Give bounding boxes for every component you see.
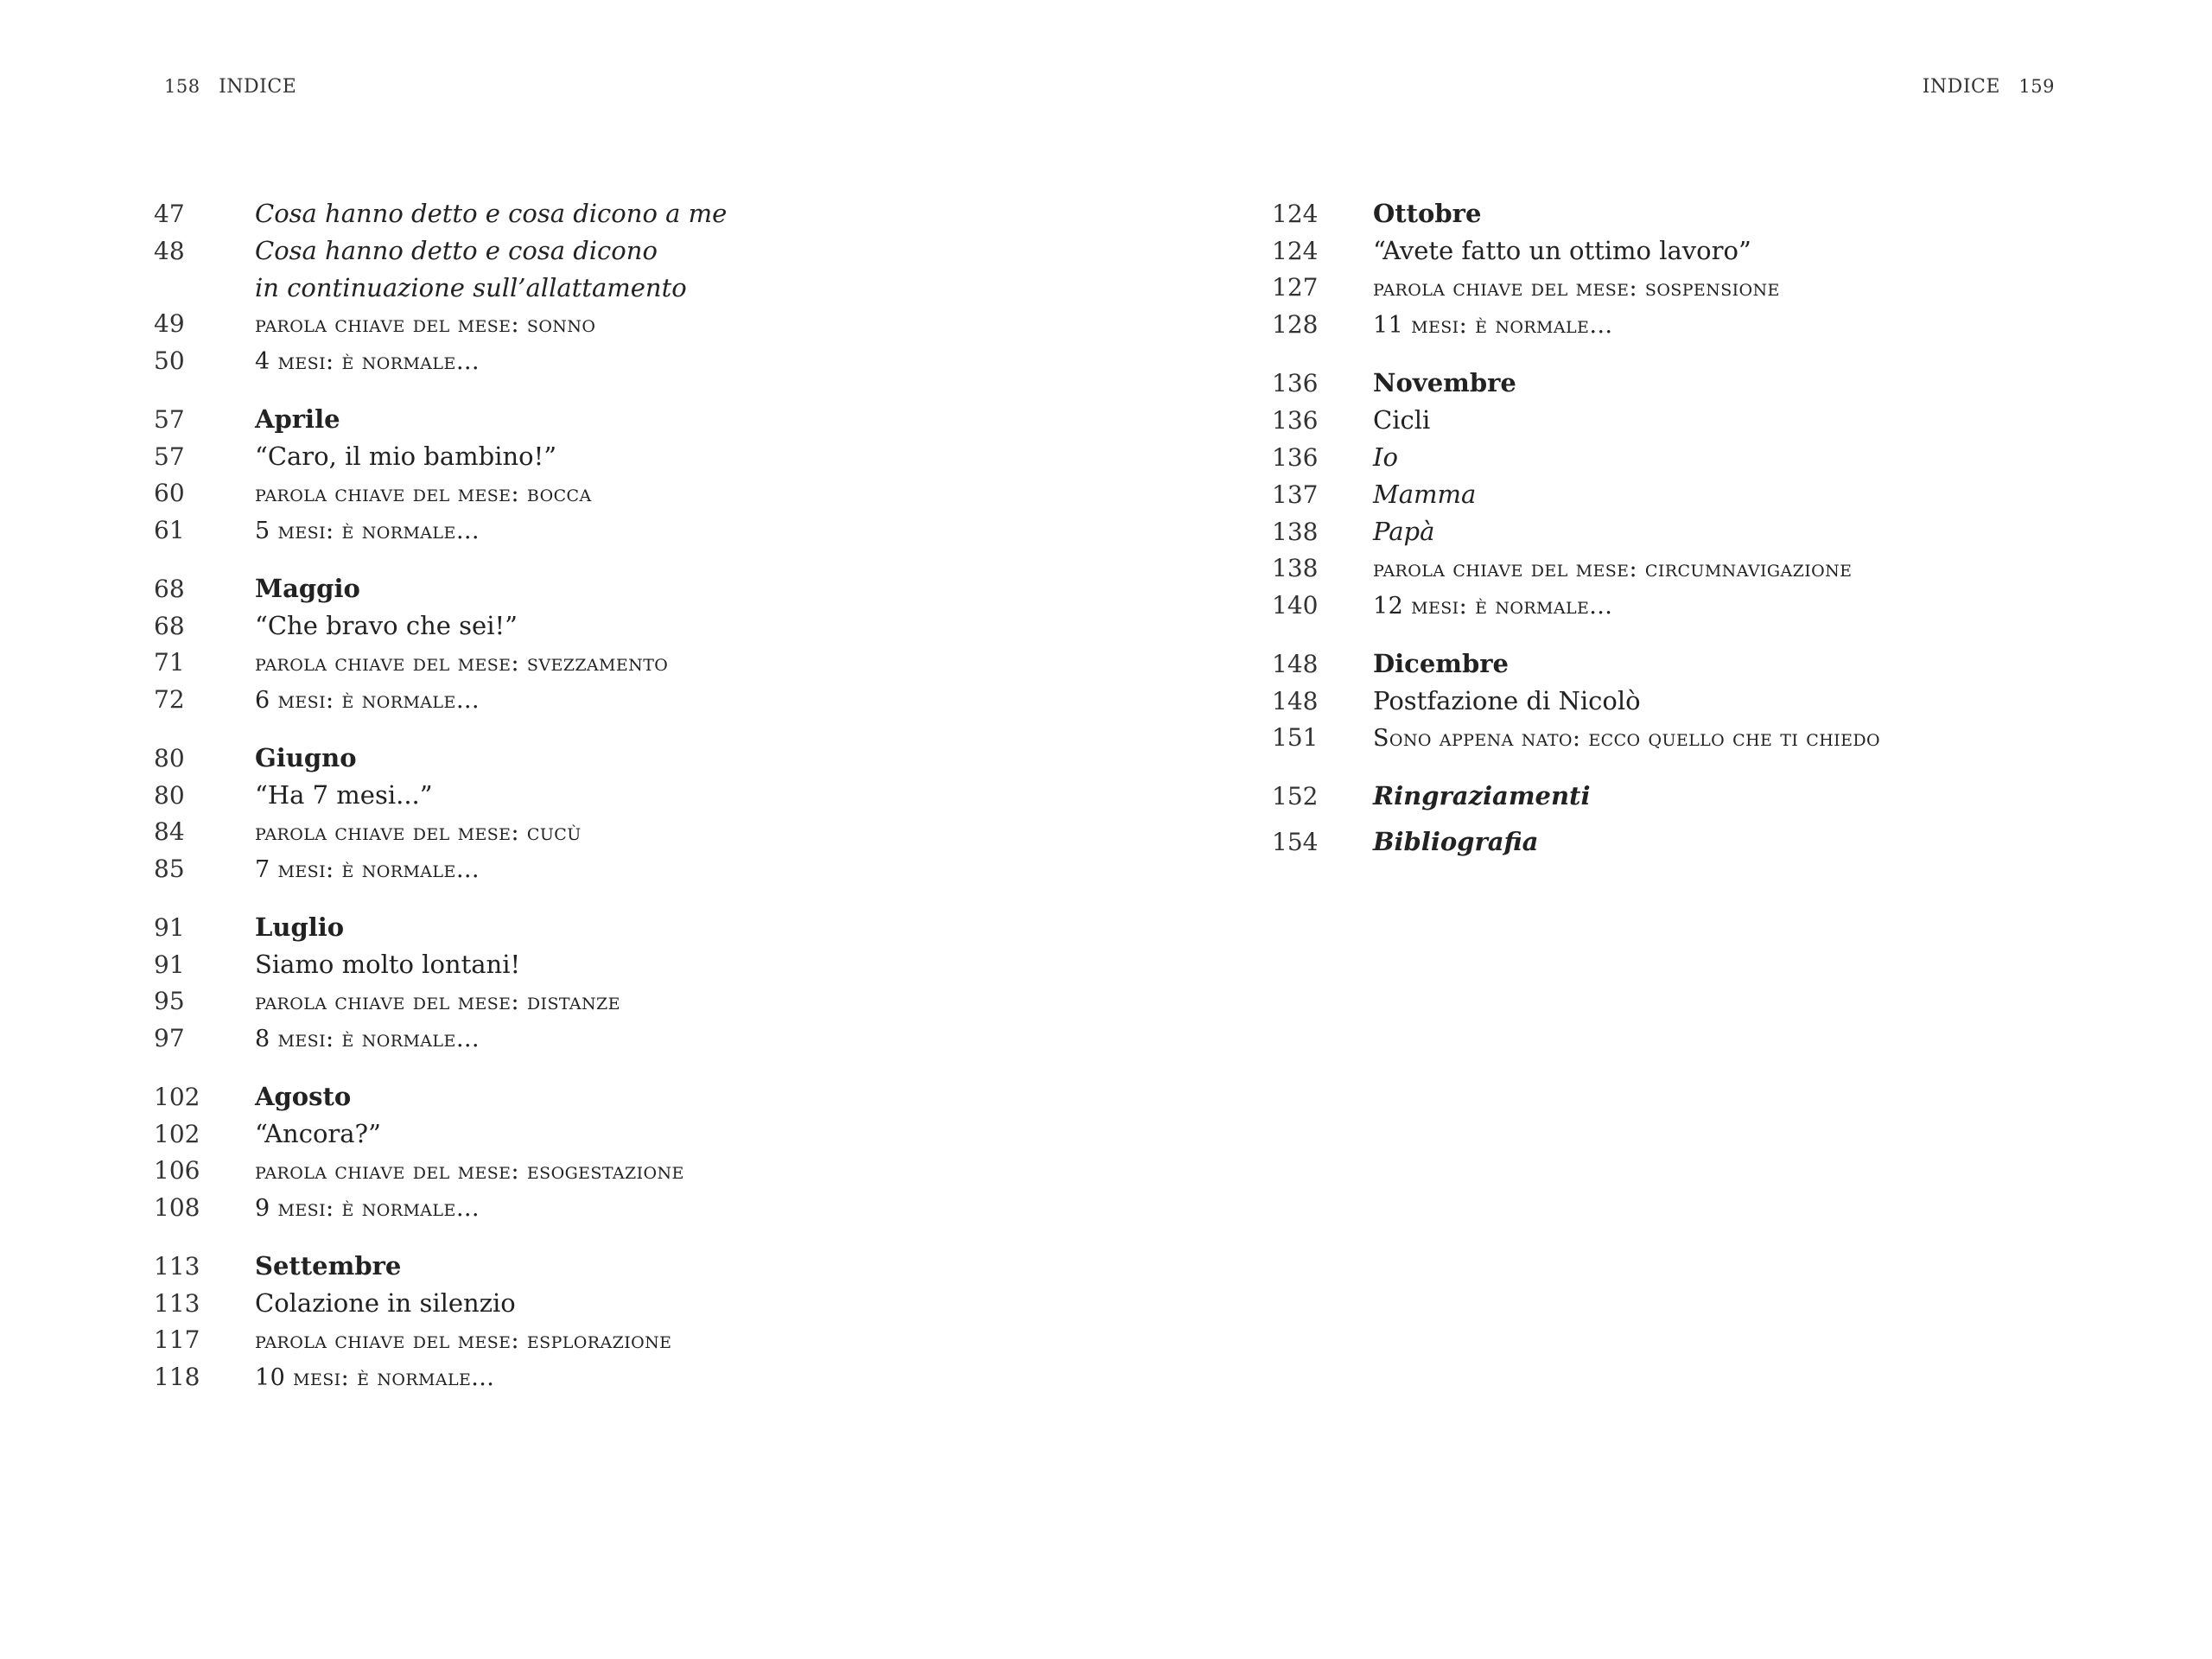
toc-entry: [154, 1153, 1147, 1190]
toc-page-number: 71: [154, 648, 185, 677]
toc-entry: [154, 1285, 1147, 1322]
toc-page-number: 152: [1272, 782, 1319, 810]
toc-page-number: 138: [1272, 518, 1319, 546]
page-number-right: 159: [2018, 76, 2055, 97]
toc-section: [1272, 823, 2136, 861]
toc-entry: [1272, 307, 2136, 344]
toc-page-number: 61: [154, 516, 185, 544]
toc-entry: [154, 607, 1147, 645]
toc-entry: [1272, 476, 2136, 513]
toc-title: parola chiave del mese: esplorazione: [255, 1327, 672, 1354]
toc-entry: [154, 814, 1147, 851]
toc-entry: [1272, 720, 2136, 757]
toc-title: Siamo molto lontani!: [255, 950, 521, 979]
toc-entry: [154, 438, 1147, 475]
toc-title: Colazione in silenzio: [255, 1288, 516, 1318]
toc-page-number: 72: [154, 685, 185, 714]
page-number-left: 158: [164, 76, 200, 97]
toc-section: [1272, 778, 2136, 815]
toc-title: 7 mesi: è normale…: [255, 856, 480, 883]
toc-entry: [1272, 778, 2136, 815]
toc-page-number: 95: [154, 987, 185, 1015]
toc-page-number: 148: [1272, 650, 1319, 678]
toc-entry: [1272, 232, 2136, 270]
toc-column-right: [1272, 195, 2136, 869]
toc-entry: [154, 740, 1147, 777]
toc-entry: [154, 645, 1147, 682]
toc-page-number: 60: [154, 479, 185, 507]
toc-page-number: 85: [154, 855, 185, 883]
toc-entry: [154, 1020, 1147, 1058]
toc-column-left: [154, 195, 1147, 1417]
toc-title: 10 mesi: è normale...: [255, 1364, 495, 1391]
toc-title: Ottobre: [1373, 199, 1482, 228]
toc-section: [1272, 195, 2136, 344]
toc-page-number: 102: [154, 1083, 200, 1111]
toc-entry: [1272, 683, 2136, 720]
toc-page-number: 117: [154, 1325, 200, 1354]
toc-title: parola chiave del mese: esogestazione: [255, 1158, 684, 1185]
toc-page-number: 80: [154, 744, 185, 772]
toc-title: 12 mesi: è normale...: [1373, 593, 1613, 620]
toc-title: 11 mesi: è normale…: [1373, 312, 1613, 339]
toc-page-number: 57: [154, 405, 185, 434]
toc-title: Maggio: [255, 574, 360, 603]
toc-title: “Ha 7 mesi...”: [255, 780, 433, 810]
toc-title: Postfazione di Nicolò: [1373, 686, 1641, 715]
toc-entry: [154, 1322, 1147, 1359]
toc-title: “Avete fatto un ottimo lavoro”: [1373, 236, 1751, 265]
toc-entry: [154, 1359, 1147, 1396]
toc-entry: [154, 1116, 1147, 1153]
toc-entry: [154, 946, 1147, 983]
toc-title: Ringraziamenti: [1373, 781, 1591, 810]
toc-page-number: 138: [1272, 554, 1319, 582]
toc-entry: [1272, 823, 2136, 861]
toc-entry-continuation: [154, 270, 1147, 306]
header-title-right: INDICE: [1922, 76, 2000, 98]
toc-entry: [154, 306, 1147, 343]
toc-title: 9 mesi: è normale…: [255, 1195, 480, 1222]
toc-page-number: 128: [1272, 310, 1319, 339]
toc-title: Io: [1373, 442, 1398, 472]
toc-title: Aprile: [255, 404, 340, 434]
toc-entry: [154, 512, 1147, 550]
toc-page-number: 49: [154, 309, 185, 338]
toc-page-number: 154: [1272, 828, 1319, 856]
toc-entry: [154, 851, 1147, 888]
toc-title: Cosa hanno detto e cosa dicono: [255, 236, 658, 265]
toc-entry: [1272, 645, 2136, 683]
toc-title: parola chiave del mese: distanze: [255, 988, 620, 1015]
toc-title: Mamma: [1373, 480, 1477, 509]
toc-entry: [154, 1078, 1147, 1116]
toc-section: [154, 401, 1147, 550]
toc-page-number: 97: [154, 1024, 185, 1052]
toc-entry: [1272, 365, 2136, 402]
toc-title: “Che bravo che sei!”: [255, 611, 518, 640]
toc-page-number: 118: [154, 1363, 200, 1391]
toc-page-number: 113: [154, 1252, 200, 1281]
toc-title: parola chiave del mese: cucù: [255, 819, 582, 846]
toc-page-number: 151: [1272, 723, 1319, 752]
toc-entry: [154, 195, 1147, 232]
toc-title: 5 mesi: è normale…: [255, 518, 480, 544]
toc-title: Sono appena nato: ecco quello che ti chiedo: [1373, 725, 1880, 752]
toc-title: Bibliografia: [1373, 827, 1539, 856]
toc-page-number: 136: [1272, 406, 1319, 435]
toc-entry: [154, 475, 1147, 512]
toc-page-number: 50: [154, 346, 185, 375]
toc-entry: [154, 570, 1147, 607]
toc-section: [154, 570, 1147, 719]
toc-page-number: 148: [1272, 687, 1319, 715]
toc-section: [154, 1078, 1147, 1227]
toc-entry: [154, 983, 1147, 1020]
toc-entry: [154, 1248, 1147, 1285]
toc-section: [1272, 365, 2136, 625]
toc-title: Papà: [1373, 517, 1435, 546]
toc-entry: [1272, 550, 2136, 588]
toc-entry: [154, 232, 1147, 270]
toc-section: [1272, 645, 2136, 757]
toc-title: parola chiave del mese: sospensione: [1373, 275, 1780, 302]
toc-title: Novembre: [1373, 368, 1516, 397]
toc-entry: [154, 401, 1147, 438]
toc-title-continuation: in continuazione sull’allattamento: [255, 273, 687, 302]
toc-title: Giugno: [255, 743, 357, 772]
toc-page-number: 91: [154, 913, 185, 942]
toc-entry: [154, 909, 1147, 946]
toc-title: Agosto: [255, 1082, 352, 1111]
running-header-right: [1923, 76, 2067, 98]
toc-title: Luglio: [255, 912, 345, 942]
toc-title: 8 mesi: è normale…: [255, 1026, 480, 1052]
toc-page-number: 102: [154, 1120, 200, 1148]
toc-page-number: 48: [154, 237, 185, 265]
toc-title: parola chiave del mese: sonno: [255, 311, 596, 338]
header-title-left: INDICE: [219, 76, 297, 98]
toc-page-number: 68: [154, 612, 185, 640]
toc-title: parola chiave del mese: bocca: [255, 480, 592, 507]
toc-page-number: 91: [154, 950, 185, 979]
toc-page-number: 136: [1272, 369, 1319, 397]
toc-entry: [1272, 270, 2136, 307]
toc-page-number: 108: [154, 1193, 200, 1222]
toc-section: [154, 195, 1147, 380]
toc-entry: [1272, 402, 2136, 439]
toc-section: [154, 909, 1147, 1058]
toc-page-number: 57: [154, 442, 185, 471]
toc-page-number: 84: [154, 817, 185, 846]
toc-section: [154, 1248, 1147, 1396]
toc-title: Settembre: [255, 1251, 402, 1281]
toc-entry: [154, 682, 1147, 719]
toc-title: 4 mesi: è normale…: [255, 348, 480, 375]
toc-page-number: 136: [1272, 443, 1319, 472]
toc-page-number: 106: [154, 1156, 200, 1185]
toc-page-number: 124: [1272, 237, 1319, 265]
toc-entry: [1272, 588, 2136, 625]
toc-page-number: 47: [154, 200, 185, 228]
toc-title: Cicli: [1373, 405, 1431, 435]
toc-section: [154, 740, 1147, 888]
toc-entry: [1272, 513, 2136, 550]
toc-title: parola chiave del mese: svezzamento: [255, 650, 669, 677]
toc-page-number: 68: [154, 575, 185, 603]
toc-page-number: 113: [154, 1289, 200, 1318]
toc-title: 6 mesi: è normale…: [255, 687, 480, 714]
toc-title: “Caro, il mio bambino!”: [255, 442, 557, 471]
running-header-left: [152, 76, 296, 98]
toc-page-number: 137: [1272, 480, 1319, 509]
toc-page-number: 127: [1272, 273, 1319, 302]
toc-page-number: 140: [1272, 591, 1319, 620]
toc-entry: [1272, 195, 2136, 232]
toc-entry: [154, 777, 1147, 814]
toc-title: “Ancora?”: [255, 1119, 381, 1148]
toc-title: parola chiave del mese: circumnavigazione: [1373, 556, 1853, 582]
toc-entry: [154, 343, 1147, 380]
toc-entry: [154, 1190, 1147, 1227]
toc-page-number: 80: [154, 781, 185, 810]
toc-page-number: 124: [1272, 200, 1319, 228]
toc-entry: [1272, 439, 2136, 476]
toc-title: Cosa hanno detto e cosa dicono a me: [255, 199, 728, 228]
toc-title: Dicembre: [1373, 649, 1509, 678]
